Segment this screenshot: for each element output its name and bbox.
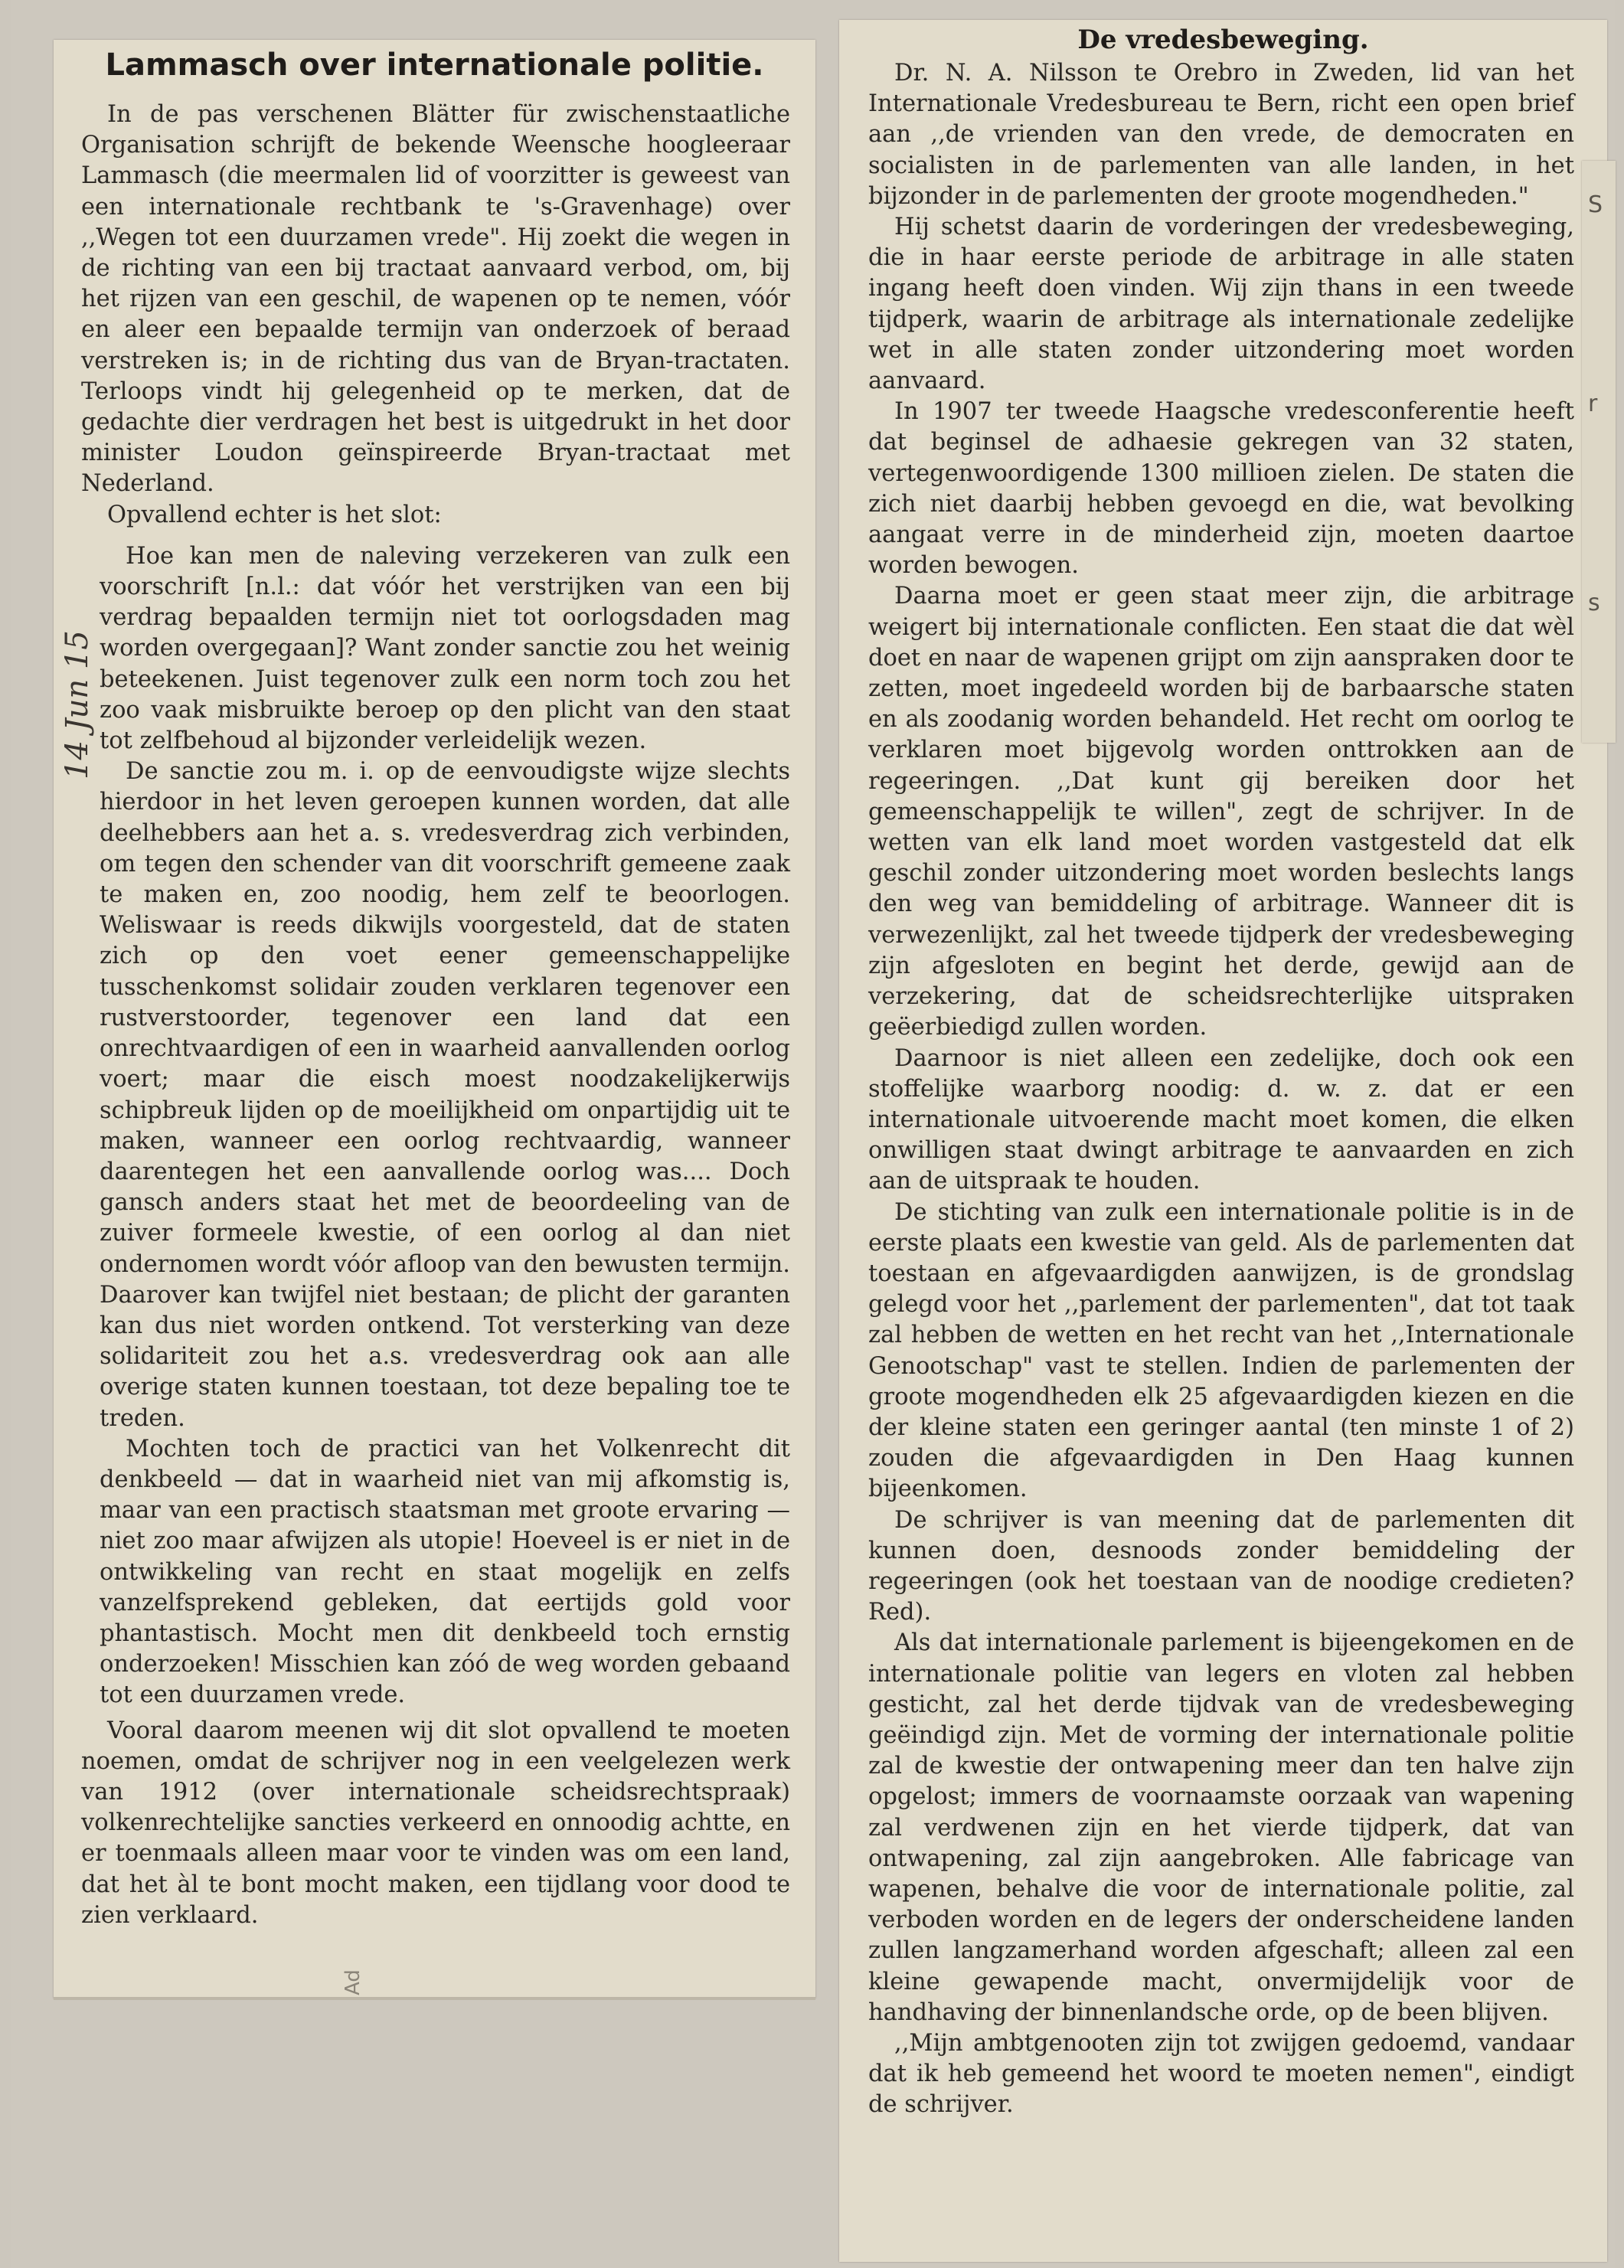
left-clipping: [54, 40, 815, 1998]
strip-char: S: [1588, 191, 1603, 218]
right-paragraph: De schrijver is van meening dat de parlementen dit kunnen doen, desnoods zonder bemiddeling der regeeringen (ook het toestaan van de noodige credieten? Red).: [868, 1506, 1574, 1626]
bleed-through-text: Ad: [341, 1969, 364, 1995]
right-clipping: [839, 20, 1607, 2262]
quote-paragraph: De sanctie zou m. i. op de eenvoudigste wijze slechts hierdoor in het leven geroepen kunnen worden, dat alle deelhebbers aan het a. s. vredesverdrag zich verbinden, om tegen den schender van dit voorschrift gemeene zaak te maken en, zoo noodig, hem zelf te beoorlogen. Weliswaar is reeds dikwijls voorgesteld, dat de staten zich op den voet eener gemeenschappelijke tusschenkomst solidair zouden verklaren tegenover een rustverstoorder, tegenover een land dat een onrechtvaardigen of een in waarheid aanvallenden oorlog voert; maar die eisch moest noodzakelijkerwijs schipbreuk lijden op de moeilijkheid om onpartijdig uit te maken, wanneer een oorlog rechtvaardig, wanneer daarentegen het een aanvallende oorlog was.... Doch gansch anders staat het met de beoordeeling van de zuiver formeele kwestie, of een oorlog al dan niet ondernomen wordt vóór afloop van den bewusten termijn. Daarover kan twijfel niet bestaan; de plicht der garanten kan dus niet worden ontkend. Tot versterking van deze solidariteit zou het a.s. vredesverdrag ook aan alle overige staten kunnen toestaan, tot deze bepaling toe te treden.: [100, 758, 790, 1432]
right-paragraph: In 1907 ter tweede Haagsche vredesconferentie heeft dat beginsel de adhaesie gekregen van 32 staten, vertegenwoordigende 1300 millioen zielen. De staten die zich niet daarbij hebben gevoegd en die, wat bevolking aangaat verre in de minderheid zijn, moeten daartoe worden bewogen.: [868, 398, 1574, 580]
strip-char: s: [1588, 590, 1600, 616]
edge-clipping-strip: [1582, 161, 1616, 743]
right-paragraph: Hij schetst daarin de vorderingen der vredesbeweging, die in haar eerste periode de arbitrage in alle staten ingang heeft doen vinden. Wij zijn thans in een tweede tijdperk, waarin de arbitrage als internationale zedelijke wet in alle staten zonder uitzondering moet worden aanvaard.: [868, 214, 1574, 395]
right-paragraph: Daarnoor is niet alleen een zedelijke, doch ook een stoffelijke waarborg noodig: d. w. z. dat er een internationale uitvoerende macht moet komen, die elken onwilligen staat dwingt arbitrage te aanvaarden en zich aan de uitspraak te houden.: [868, 1044, 1574, 1195]
left-article-body: [81, 100, 790, 1931]
right-article-title: De vredesbeweging.: [1077, 25, 1369, 55]
quote-paragraph: Mochten toch de practici van het Volkenrecht dit denkbeeld — dat in waarheid niet van mij afkomstig is, maar van een practisch staatsman met groote ervaring — niet zoo maar afwijzen als utopie! Hoeveel is er niet in de ontwikkeling van recht en staat mogelijk en zelfs vanzelfsprekend gebleken, dat eertijds gold voor phantastisch. Mocht men dit denkbeeld toch ernstig onderzoeken! Misschien kan zóó de weg worden gebaand tot een duurzamen vrede.: [100, 1435, 790, 1709]
left-paragraph: Opvallend echter is het slot:: [107, 501, 442, 528]
handwritten-date-note: 14 Jun 15: [60, 630, 95, 779]
quote-paragraph: Hoe kan men de naleving verzekeren van zulk een voorschrift [n.l.: dat vóór het verstrijken van een bij verdrag bepaalden termijn niet tot oorlogsdaden mag worden overgegaan]? Want zonder sanctie zou het weinig beteekenen. Juist tegenover zulk een norm toch zou het zoo vaak misbruikte beroep op den plicht van den staat tot zelfbehoud al bijzonder verleidelijk wezen.: [100, 542, 790, 755]
right-paragraph: ,,Mijn ambtgenooten zijn tot zwijgen gedoemd, vandaar dat ik heb gemeend het woord te moeten nemen", eindigt de schrijver.: [868, 2030, 1574, 2119]
archive-sheet: [11, 0, 1615, 2268]
right-paragraph: De stichting van zulk een internationale politie is in de eerste plaats een kwestie van geld. Als de parlementen dat toestaan en afgevaardigden aanwijzen, is de grondslag gelegd voor het ,,parlement der parlementen", dat tot taak zal hebben de wetten en het recht van het ,,Internationale Genootschap" vast te stellen. Indien de parlementen der groote mogendheden elk 25 afgevaardigden kiezen en die der kleine staten een geringer aantal (ten minste 1 of 2) zouden die afgevaardigden in Den Haag kunnen bijeenkomen.: [868, 1198, 1574, 1503]
left-closing-paragraph: Vooral daarom meenen wij dit slot opvallend te moeten noemen, omdat de schrijver nog in een veelgelezen werk van 1912 (over internationale scheidsrechtspraak) volkenrechtelijke sancties verkeerd en onnoodig achtte, en er toenmaals alleen maar voor te vinden was om een land, dat het àl te bont mocht maken, een tijdlang voor dood te zien verklaard.: [81, 1717, 790, 1929]
strip-char: r: [1588, 391, 1598, 417]
left-article-title: Lammasch over internationale politie.: [105, 47, 764, 83]
right-paragraph: Als dat internationale parlement is bijeengekomen en de internationale politie van legers en vloten zal hebben gesticht, zal het derde tijdvak van de vredesbeweging geëindigd zijn. Met de vorming der internationale politie zal de kwestie der ontwapening meer dan ten halve zijn opgelost; immers de voornaamste oorzaak van wapening zal verdwenen zijn en het vierde tijdperk, dat van ontwapening, zal zijn aangebroken. Alle fabricage van wapenen, behalve die voor de internationale politie, zal verboden worden en de legers der onderscheidene landen zullen langzamerhand worden afgeschaft; alleen zal een kleine gewapende macht, onvermijdelijk voor de handhaving der binnenlandsche orde, op de been blijven.: [868, 1629, 1574, 2026]
clipping-bottom-edge: [54, 1997, 815, 2000]
right-paragraph: Daarna moet er geen staat meer zijn, die arbitrage weigert bij internationale conflicten. Een staat die dat wèl doet en naar de wapenen grijpt om zijn aanspraken door te zetten, moet ingedeeld worden bij de barbaarsche staten en als zoodanig worden behandeld. Het recht om oorlog te verklaren moet bijgevolg worden onttrokken aan de regeeringen. ,,Dat kunt gij bereiken door het gemeenschappelijk te willen", zegt de schrijver. In de wetten van elk land moet worden vastgesteld dat elk geschil zonder uitzondering moet worden beslechts langs den weg van bemiddeling of arbitrage. Wanneer dit is verwezenlijkt, zal het tweede tijdperk der vredesbeweging zijn afgesloten en begint het derde, gewijd aan de verzekering, dat de scheidsrechterlijke uitspraken geëerbiedigd zullen worden.: [868, 583, 1574, 1041]
right-article-body: [868, 58, 1574, 2121]
left-paragraph: In de pas verschenen Blätter für zwischenstaatliche Organisation schrijft de bekende Weensche hoogleeraar Lammasch (die meermalen lid of voorzitter is geweest van een internationale rechtbank te 's-Gravenhage) over ,,Wegen tot een duurzamen vrede". Hij zoekt die wegen in de richting van een bij tractaat aanvaard verbod, om, bij het rijzen van een geschil, de wapenen op te nemen, vóór en aleer een bepaalde termijn van onderzoek of beraad verstreken is; in de richting dus van de Bryan-tractaten. Terloops vindt hij gelegenheid op te merken, dat de gedachte dier verdragen het best is uitgedrukt in het door minister Loudon geïnspireerde Bryan-tractaat met Nederland.: [81, 101, 790, 498]
right-paragraph: Dr. N. A. Nilsson te Orebro in Zweden, lid van het Internationale Vredesbureau te Bern, richt een open brief aan ,,de vrienden van den vrede, de democraten en socialisten in de parlementen van alle landen, in het bijzonder in de parlementen der groote mogendheden.": [868, 60, 1574, 210]
